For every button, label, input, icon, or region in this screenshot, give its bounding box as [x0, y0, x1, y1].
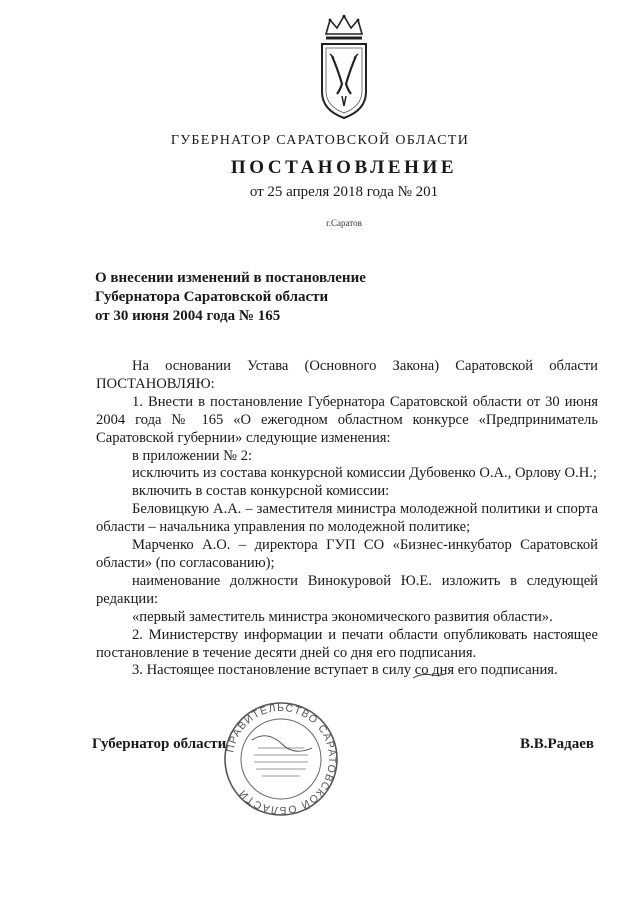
subject-line: О внесении изменений в постановление — [95, 270, 366, 286]
body-paragraph: включить в состав конкурсной комиссии: — [132, 483, 390, 500]
body-paragraph: На основании Устава (Основного Закона) Саратовской области ПОСТАНОВЛЯЮ: — [96, 358, 598, 392]
body-paragraph: 1. Внести в постановление Губернатора Саратовской области от 30 июня 2004 года № 165 «О ежегодном областном конкурсе «Предприниматель Саратовской губернии» следующие изменения: — [96, 393, 598, 446]
issuer-title: ГУБЕРНАТОР САРАТОВСКОЙ ОБЛАСТИ — [170, 133, 470, 148]
document-subject — [95, 269, 395, 326]
official-seal-stamp — [222, 700, 340, 818]
stamp-circular-text: ПРАВИТЕЛЬСТВО САРАТОВСКОЙ ОБЛАСТИ — [224, 701, 339, 817]
body-paragraph: Беловицкую А.А. – заместителя министра молодежной политики и спорта области – начальника управления по молодежной политике; — [96, 501, 598, 536]
document-date-number: от 25 апреля 2018 года № 201 — [249, 184, 439, 200]
signatory-position: Губернатор области — [92, 736, 227, 752]
document-body — [96, 358, 598, 680]
coat-of-arms-emblem — [312, 14, 376, 124]
subject-line: Губернатора Саратовской области — [95, 289, 329, 305]
body-paragraph: Марченко А.О. – директора ГУП СО «Бизнес-инкубатор Саратовской области» (по согласованию); — [96, 537, 598, 571]
body-paragraph: наименование должности Винокуровой Ю.Е. изложить в следующей редакции: — [96, 572, 598, 607]
body-paragraph: «первый заместитель министра экономического развития области». — [132, 608, 553, 625]
handwritten-mark — [412, 672, 446, 680]
body-paragraph: в приложении № 2: — [132, 447, 253, 464]
body-paragraph: 2. Министерству информации и печати области опубликовать настоящее постановление в течение десяти дней со дня его подписания. — [96, 626, 598, 661]
signatory-name: В.В.Радаев — [520, 736, 595, 752]
document-city: г.Саратов — [326, 218, 362, 228]
body-paragraph: исключить из состава конкурсной комиссии Дубовенко О.А., Орлову О.Н.; — [132, 465, 597, 482]
body-paragraph: 3. Настоящее постановление вступает в силу со дня его подписания. — [132, 662, 558, 679]
document-type: ПОСТАНОВЛЕНИЕ — [230, 157, 458, 178]
subject-line: от 30 июня 2004 года № 165 — [95, 308, 281, 324]
